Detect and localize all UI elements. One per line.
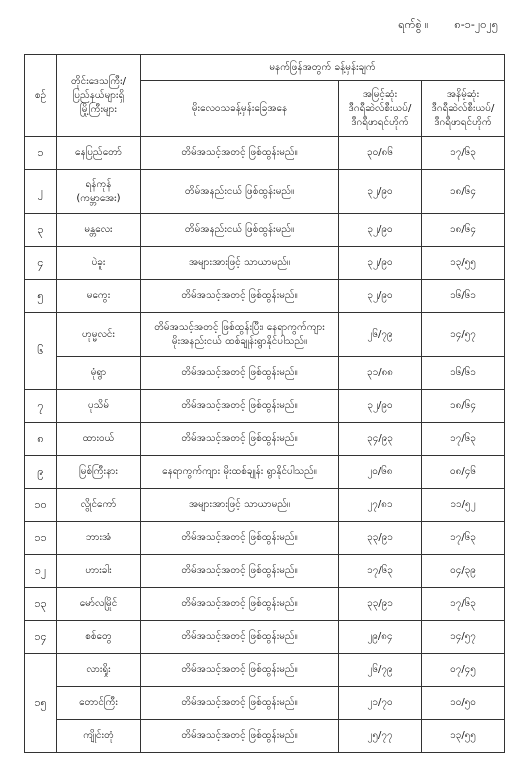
header-condition: မိုးလေဝသခန့်မှန်းခြေအနေ (141, 81, 339, 137)
serial-no-cell: ၁၄ (25, 621, 57, 654)
table-row (25, 522, 505, 555)
min-temp-cell: ၁၆/၆၁ (422, 357, 505, 390)
city-name: ဘားအံ (85, 532, 112, 543)
table-row (25, 456, 505, 489)
city-cell (57, 621, 141, 654)
header-min-line: ဒီဂရီဖာရင်ဟိုက် (434, 116, 492, 128)
header-max-line: ဒီဂရီဖာရင်ဟိုက် (351, 116, 409, 128)
condition-text: အများအားဖြင့် သာယာမည်။ (188, 499, 291, 510)
max-temp-cell: ၂၉/၈၄ (339, 621, 422, 654)
serial-no-cell: ၁၃ (25, 588, 57, 621)
serial-no-cell: ၉ (25, 456, 57, 489)
condition-cell (141, 621, 339, 654)
max-temp-cell: ၂၆/၇၉ (339, 313, 422, 357)
min-temp-cell: ၁၆/၆၁ (422, 280, 505, 313)
city-cell (57, 280, 141, 313)
city-name: မြစ်ကြီးနား (79, 466, 118, 477)
serial-no-cell: ၁၅ (25, 654, 57, 753)
condition-cell (141, 313, 339, 357)
max-temp-cell: ၁၇/၆၃ (339, 555, 422, 588)
city-name: ဟုမ္မလင်း (82, 328, 115, 340)
header-min-line: ဒီဂရီဆဲလ်စီးယပ်/ (431, 102, 495, 114)
serial-no-cell: ၃ (25, 214, 57, 247)
table-row (25, 687, 505, 720)
city-name: ရန်ကုန် (85, 178, 112, 190)
min-temp-cell: ၁၈/၆၄ (422, 214, 505, 247)
condition-text: တိမ်အသင့်အတင့် ဖြစ်ထွန်းပြီး၊ နေရာကွက်ကျား (154, 321, 325, 333)
condition-cell (141, 247, 339, 280)
table-row (25, 654, 505, 687)
table-row (25, 423, 505, 456)
max-temp-cell: ၂၅/၇၇ (339, 720, 422, 753)
city-cell (57, 456, 141, 489)
header-city (57, 55, 141, 137)
condition-cell (141, 720, 339, 753)
condition-text: တိမ်အသင့်အတင့် ဖြစ်ထွန်းမည်။ (181, 631, 298, 642)
serial-no-cell: ၁၂ (25, 555, 57, 588)
city-name: (ကမ္ဘာအေး) (76, 192, 121, 204)
condition-cell (141, 555, 339, 588)
condition-cell (141, 137, 339, 170)
date-label: ရက်စွဲ ။ (398, 18, 429, 31)
condition-cell (141, 423, 339, 456)
serial-no-cell: ၆ (25, 313, 57, 390)
header-city-line: ပြည်နယ်များရှိ (72, 89, 125, 101)
condition-cell (141, 357, 339, 390)
condition-cell (141, 280, 339, 313)
city-name: လားရှိုး (86, 664, 111, 675)
max-temp-cell: ၃၂/၉၀ (339, 170, 422, 214)
header-max-line: အမြင့်ဆုံး (362, 88, 398, 100)
header-min-line: အနိမ့်ဆုံး (446, 88, 480, 100)
condition-text: တိမ်အနည်းငယ် ဖြစ်ထွန်းမည်။ (184, 224, 295, 235)
city-cell (57, 313, 141, 357)
city-name: မော်လမြိုင် (79, 598, 118, 609)
city-cell (57, 137, 141, 170)
city-name: ဟားခါး (85, 565, 112, 576)
serial-no-cell: ၁၀ (25, 489, 57, 522)
max-temp-cell: ၃၂/၉၀ (339, 280, 422, 313)
city-name: ထားဝယ် (82, 433, 115, 444)
max-temp-cell: ၃၂/၉၀ (339, 247, 422, 280)
max-temp-cell: ၃၂/၉၀ (339, 390, 422, 423)
min-temp-cell: ၁၄/၅၇ (422, 621, 505, 654)
condition-cell (141, 170, 339, 214)
city-name: တောင်ကြီး (79, 697, 118, 708)
city-cell (57, 247, 141, 280)
city-name: မန္တလေး (84, 224, 113, 235)
condition-text: နေရာကွက်ကျား မိုးထစ်ချုန်း ရွာနိုင်ပါသည်။ (162, 466, 317, 477)
table-row (25, 280, 505, 313)
forecast-table (24, 54, 505, 753)
max-temp-cell: ၃၃/၉၁ (339, 588, 422, 621)
header-city-line: မြို့ကြီးများ (80, 103, 117, 115)
condition-text: တိမ်အသင့်အတင့် ဖြစ်ထွန်းမည်။ (181, 730, 298, 741)
condition-cell (141, 214, 339, 247)
max-temp-cell: ၃၃/၉၁ (339, 522, 422, 555)
header-max-temp (339, 81, 422, 137)
min-temp-cell: ၁၇/၆၃ (422, 588, 505, 621)
city-name: မကွေး (86, 290, 111, 301)
city-name: လွိုင်ကော် (80, 499, 117, 510)
city-name: စစ်တွေ (85, 631, 112, 642)
min-temp-cell: ၁၇/၆၃ (422, 137, 505, 170)
table-row (25, 720, 505, 753)
min-temp-cell: ၀၄/၃၉ (422, 555, 505, 588)
condition-text: တိမ်အသင့်အတင့် ဖြစ်ထွန်းမည်။ (181, 532, 298, 543)
city-name: နေပြည်တော် (75, 147, 122, 158)
header-serial-no: စဉ် (25, 55, 57, 137)
min-temp-cell: ၁၃/၅၅ (422, 720, 505, 753)
condition-text: တိမ်အသင့်အတင့် ဖြစ်ထွန်းမည်။ (181, 433, 298, 444)
condition-cell (141, 489, 339, 522)
city-cell (57, 214, 141, 247)
condition-text: တိမ်အသင့်အတင့် ဖြစ်ထွန်းမည်။ (181, 598, 298, 609)
city-cell (57, 357, 141, 390)
condition-text: တိမ်အနည်းငယ် ဖြစ်ထွန်းမည်။ (184, 185, 295, 197)
min-temp-cell: ၁၀/၅၀ (422, 687, 505, 720)
city-name: မုံရွာ (90, 367, 107, 378)
max-temp-cell: ၃၀/၈၆ (339, 137, 422, 170)
max-temp-cell: ၃၂/၉၀ (339, 214, 422, 247)
serial-no-cell: ၁၁ (25, 522, 57, 555)
city-name: ပဲခူး (91, 257, 106, 268)
table-row (25, 170, 505, 214)
city-cell (57, 390, 141, 423)
condition-cell (141, 390, 339, 423)
document-date (398, 18, 498, 34)
condition-text: တိမ်အသင့်အတင့် ဖြစ်ထွန်းမည်။ (181, 290, 298, 301)
serial-no-cell: ၇ (25, 390, 57, 423)
table-row (25, 555, 505, 588)
table-row (25, 137, 505, 170)
condition-text: တိမ်အသင့်အတင့် ဖြစ်ထွန်းမည်။ (181, 367, 298, 378)
min-temp-cell: ၁၇/၆၃ (422, 423, 505, 456)
condition-text: အများအားဖြင့် သာယာမည်။ (188, 257, 291, 268)
city-cell (57, 423, 141, 456)
condition-text: တိမ်အသင့်အတင့် ဖြစ်ထွန်းမည်။ (181, 147, 298, 158)
table-row (25, 214, 505, 247)
max-temp-cell: ၂၆/၇၉ (339, 654, 422, 687)
city-cell (57, 687, 141, 720)
city-name: ပုသိမ် (87, 400, 110, 411)
condition-text: တိမ်အသင့်အတင့် ဖြစ်ထွန်းမည်။ (181, 565, 298, 576)
condition-cell (141, 456, 339, 489)
header-forecast-group: မနက်ဖြန်အတွက် ခန့်မှန်းချက် (141, 55, 505, 81)
city-cell (57, 555, 141, 588)
min-temp-cell: ၀၇/၄၅ (422, 654, 505, 687)
max-temp-cell: ၂၁/၇၀ (339, 687, 422, 720)
table-header (25, 55, 505, 137)
header-max-line: ဒီဂရီဆဲလ်စီးယပ်/ (348, 102, 412, 114)
city-cell (57, 522, 141, 555)
min-temp-cell: ၁၈/၆၄ (422, 390, 505, 423)
table-row (25, 489, 505, 522)
table-row (25, 357, 505, 390)
serial-no-cell: ၅ (25, 280, 57, 313)
serial-no-cell: ၄ (25, 247, 57, 280)
max-temp-cell: ၃၁/၈၈ (339, 357, 422, 390)
min-temp-cell: ၁၄/၅၇ (422, 313, 505, 357)
table-row (25, 621, 505, 654)
condition-text: တိမ်အသင့်အတင့် ဖြစ်ထွန်းမည်။ (181, 664, 298, 675)
table-row (25, 247, 505, 280)
condition-cell (141, 522, 339, 555)
table-row (25, 313, 505, 357)
header-min-temp (422, 81, 505, 137)
condition-text: တိမ်အသင့်အတင့် ဖြစ်ထွန်းမည်။ (181, 697, 298, 708)
min-temp-cell: ၁၈/၆၄ (422, 170, 505, 214)
min-temp-cell: ၁၁/၅၂ (422, 489, 505, 522)
condition-cell (141, 654, 339, 687)
city-cell (57, 489, 141, 522)
city-name: ကျိုင်းတုံ (83, 730, 114, 741)
serial-no-cell: ၂ (25, 170, 57, 214)
table-row (25, 588, 505, 621)
max-temp-cell: ၂၀/၆၈ (339, 456, 422, 489)
header-city-line: တိုင်းဒေသကြီး/ (70, 75, 127, 87)
condition-cell (141, 588, 339, 621)
min-temp-cell: ၁၃/၅၅ (422, 247, 505, 280)
table-body (25, 137, 505, 753)
city-cell (57, 170, 141, 214)
condition-cell (141, 687, 339, 720)
min-temp-cell: ၀၈/၄၆ (422, 456, 505, 489)
city-cell (57, 588, 141, 621)
table-row (25, 390, 505, 423)
min-temp-cell: ၁၇/၆၃ (422, 522, 505, 555)
max-temp-cell: ၃၄/၉၃ (339, 423, 422, 456)
condition-text: တိမ်အသင့်အတင့် ဖြစ်ထွန်းမည်။ (181, 400, 298, 411)
condition-text: မိုးအနည်းငယ် ထစ်ချုန်းရွာနိုင်ပါသည်။ (171, 335, 308, 347)
serial-no-cell: ၈ (25, 423, 57, 456)
max-temp-cell: ၂၇/၈၁ (339, 489, 422, 522)
serial-no-cell: ၁ (25, 137, 57, 170)
date-value: ၈-၁-၂၀၂၅ (454, 18, 498, 31)
city-cell (57, 720, 141, 753)
city-cell (57, 654, 141, 687)
